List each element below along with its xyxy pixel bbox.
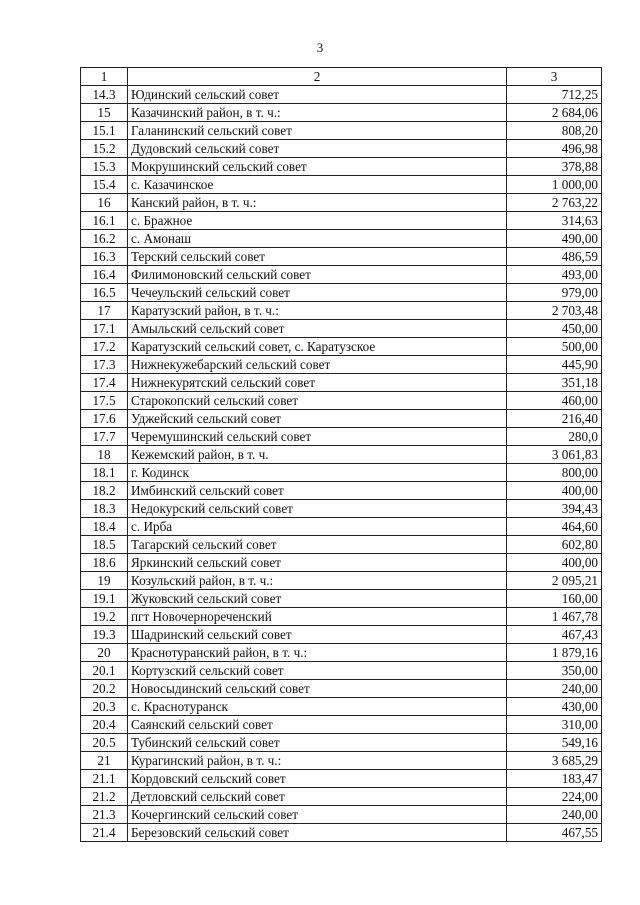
header-col-2: 2 — [128, 68, 507, 86]
table-row — [81, 824, 602, 842]
row-name: Дудовский сельский совет — [128, 140, 507, 158]
row-amount: 160,00 — [507, 590, 602, 608]
table-row — [81, 266, 602, 284]
row-amount: 464,60 — [507, 518, 602, 536]
row-name: с. Казачинское — [128, 176, 507, 194]
row-name: Тагарский сельский совет — [128, 536, 507, 554]
row-name: Шадринский сельский совет — [128, 626, 507, 644]
table-row — [81, 158, 602, 176]
row-amount: 500,00 — [507, 338, 602, 356]
row-name: Тубинский сельский совет — [128, 734, 507, 752]
table-row — [81, 752, 602, 770]
row-amount: 240,00 — [507, 806, 602, 824]
row-number: 20 — [81, 644, 128, 662]
row-number: 20.2 — [81, 680, 128, 698]
table-row — [81, 320, 602, 338]
row-name: с. Амонаш — [128, 230, 507, 248]
row-name: Мокрушинский сельский совет — [128, 158, 507, 176]
row-name: Казачинский район, в т. ч.: — [128, 104, 507, 122]
row-number: 18.3 — [81, 500, 128, 518]
row-number: 21.2 — [81, 788, 128, 806]
header-col-1: 1 — [81, 68, 128, 86]
row-amount: 808,20 — [507, 122, 602, 140]
row-name: Каратузский сельский совет, с. Каратузское — [128, 338, 507, 356]
row-number: 16 — [81, 194, 128, 212]
row-number: 16.3 — [81, 248, 128, 266]
row-name: Нижнекурятский сельский совет — [128, 374, 507, 392]
row-number: 16.2 — [81, 230, 128, 248]
row-name: Юдинский сельский совет — [128, 86, 507, 104]
row-number: 17.7 — [81, 428, 128, 446]
table-row — [81, 374, 602, 392]
row-name: Березовский сельский совет — [128, 824, 507, 842]
row-name: Яркинский сельский совет — [128, 554, 507, 572]
row-number: 17.6 — [81, 410, 128, 428]
table-row — [81, 482, 602, 500]
table-row — [81, 806, 602, 824]
row-name: Недокурский сельский совет — [128, 500, 507, 518]
table-row — [81, 104, 602, 122]
table-row — [81, 554, 602, 572]
table-row — [81, 770, 602, 788]
table-row — [81, 86, 602, 104]
row-amount: 467,55 — [507, 824, 602, 842]
row-amount: 800,00 — [507, 464, 602, 482]
table-row — [81, 734, 602, 752]
row-name: Канский район, в т. ч.: — [128, 194, 507, 212]
row-name: Нижнекужебарский сельский совет — [128, 356, 507, 374]
row-amount: 2 703,48 — [507, 302, 602, 320]
row-amount: 1 879,16 — [507, 644, 602, 662]
row-number: 19.1 — [81, 590, 128, 608]
row-number: 18.1 — [81, 464, 128, 482]
row-number: 17.3 — [81, 356, 128, 374]
row-number: 14.3 — [81, 86, 128, 104]
row-number: 19.3 — [81, 626, 128, 644]
row-number: 17.1 — [81, 320, 128, 338]
row-amount: 351,18 — [507, 374, 602, 392]
row-amount: 467,43 — [507, 626, 602, 644]
table-row — [81, 698, 602, 716]
row-amount: 430,00 — [507, 698, 602, 716]
header-col-3: 3 — [507, 68, 602, 86]
row-amount: 314,63 — [507, 212, 602, 230]
table-row — [81, 338, 602, 356]
row-amount: 394,43 — [507, 500, 602, 518]
row-amount: 216,40 — [507, 410, 602, 428]
row-amount: 3 061,83 — [507, 446, 602, 464]
row-name: Терский сельский совет — [128, 248, 507, 266]
row-amount: 400,00 — [507, 554, 602, 572]
row-amount: 400,00 — [507, 482, 602, 500]
table-row — [81, 428, 602, 446]
row-name: Новосыдинский сельский совет — [128, 680, 507, 698]
row-number: 21.4 — [81, 824, 128, 842]
row-number: 15 — [81, 104, 128, 122]
table-row — [81, 518, 602, 536]
row-name: Филимоновский сельский совет — [128, 266, 507, 284]
row-number: 15.4 — [81, 176, 128, 194]
row-number: 17.4 — [81, 374, 128, 392]
table-row — [81, 140, 602, 158]
row-amount: 445,90 — [507, 356, 602, 374]
row-number: 17.2 — [81, 338, 128, 356]
table-row — [81, 680, 602, 698]
row-amount: 549,16 — [507, 734, 602, 752]
table-row — [81, 230, 602, 248]
row-number: 15.3 — [81, 158, 128, 176]
row-number: 16.5 — [81, 284, 128, 302]
row-amount: 493,00 — [507, 266, 602, 284]
row-amount: 183,47 — [507, 770, 602, 788]
row-number: 20.5 — [81, 734, 128, 752]
table-row — [81, 122, 602, 140]
row-number: 16.4 — [81, 266, 128, 284]
table-row — [81, 212, 602, 230]
row-amount: 240,00 — [507, 680, 602, 698]
row-amount: 712,25 — [507, 86, 602, 104]
data-table — [80, 67, 602, 842]
row-name: Чечеульский сельский совет — [128, 284, 507, 302]
row-amount: 496,98 — [507, 140, 602, 158]
row-name: Галанинский сельский совет — [128, 122, 507, 140]
table-body — [81, 68, 602, 842]
row-number: 19 — [81, 572, 128, 590]
row-number: 18.2 — [81, 482, 128, 500]
row-name: Имбинский сельский совет — [128, 482, 507, 500]
row-amount: 1 000,00 — [507, 176, 602, 194]
table-row — [81, 194, 602, 212]
row-amount: 1 467,78 — [507, 608, 602, 626]
row-amount: 310,00 — [507, 716, 602, 734]
row-name: Жуковский сельский совет — [128, 590, 507, 608]
row-name: с. Краснотуранск — [128, 698, 507, 716]
row-name: Уджейский сельский совет — [128, 410, 507, 428]
row-amount: 979,00 — [507, 284, 602, 302]
row-name: Саянский сельский совет — [128, 716, 507, 734]
row-name: Старокопский сельский совет — [128, 392, 507, 410]
row-number: 17.5 — [81, 392, 128, 410]
table-row — [81, 644, 602, 662]
table-row — [81, 248, 602, 266]
table-row — [81, 392, 602, 410]
row-amount: 2 763,22 — [507, 194, 602, 212]
table-row — [81, 410, 602, 428]
table-row — [81, 590, 602, 608]
table-row — [81, 572, 602, 590]
row-number: 18 — [81, 446, 128, 464]
row-name: Курагинский район, в т. ч.: — [128, 752, 507, 770]
row-number: 21 — [81, 752, 128, 770]
row-number: 21.1 — [81, 770, 128, 788]
row-name: Амыльский сельский совет — [128, 320, 507, 338]
row-amount: 2 095,21 — [507, 572, 602, 590]
row-number: 18.5 — [81, 536, 128, 554]
row-number: 15.2 — [81, 140, 128, 158]
table-row — [81, 536, 602, 554]
table-row — [81, 302, 602, 320]
page-number: 3 — [316, 40, 324, 55]
row-amount: 3 685,29 — [507, 752, 602, 770]
row-amount: 490,00 — [507, 230, 602, 248]
row-number: 17 — [81, 302, 128, 320]
row-name: с. Бражное — [128, 212, 507, 230]
row-name: Краснотуранский район, в т. ч.: — [128, 644, 507, 662]
row-number: 15.1 — [81, 122, 128, 140]
row-amount: 224,00 — [507, 788, 602, 806]
table-row — [81, 626, 602, 644]
table-row — [81, 356, 602, 374]
row-name: Каратузский район, в т. ч.: — [128, 302, 507, 320]
table-row — [81, 500, 602, 518]
row-amount: 450,00 — [507, 320, 602, 338]
row-name: Кежемский район, в т. ч. — [128, 446, 507, 464]
row-amount: 486,59 — [507, 248, 602, 266]
row-name: г. Кодинск — [128, 464, 507, 482]
row-amount: 280,0 — [507, 428, 602, 446]
row-name: Детловский сельский совет — [128, 788, 507, 806]
row-amount: 460,00 — [507, 392, 602, 410]
row-number: 18.4 — [81, 518, 128, 536]
row-name: Черемушинский сельский совет — [128, 428, 507, 446]
row-name: Козульский район, в т. ч.: — [128, 572, 507, 590]
row-amount: 378,88 — [507, 158, 602, 176]
row-amount: 350,00 — [507, 662, 602, 680]
row-name: Кочергинский сельский совет — [128, 806, 507, 824]
row-number: 19.2 — [81, 608, 128, 626]
row-amount: 602,80 — [507, 536, 602, 554]
row-amount: 2 684,06 — [507, 104, 602, 122]
table-row — [81, 176, 602, 194]
row-number: 20.3 — [81, 698, 128, 716]
row-number: 21.3 — [81, 806, 128, 824]
table-header-row — [81, 68, 602, 86]
table-row — [81, 446, 602, 464]
row-name: Кордовский сельский совет — [128, 770, 507, 788]
table-row — [81, 662, 602, 680]
table-row — [81, 464, 602, 482]
row-number: 18.6 — [81, 554, 128, 572]
table-row — [81, 284, 602, 302]
row-name: Кортузский сельский совет — [128, 662, 507, 680]
row-number: 20.4 — [81, 716, 128, 734]
row-number: 20.1 — [81, 662, 128, 680]
row-name: пгт Новочернореченский — [128, 608, 507, 626]
row-name: с. Ирба — [128, 518, 507, 536]
table-row — [81, 608, 602, 626]
row-number: 16.1 — [81, 212, 128, 230]
table-row — [81, 788, 602, 806]
table-row — [81, 716, 602, 734]
